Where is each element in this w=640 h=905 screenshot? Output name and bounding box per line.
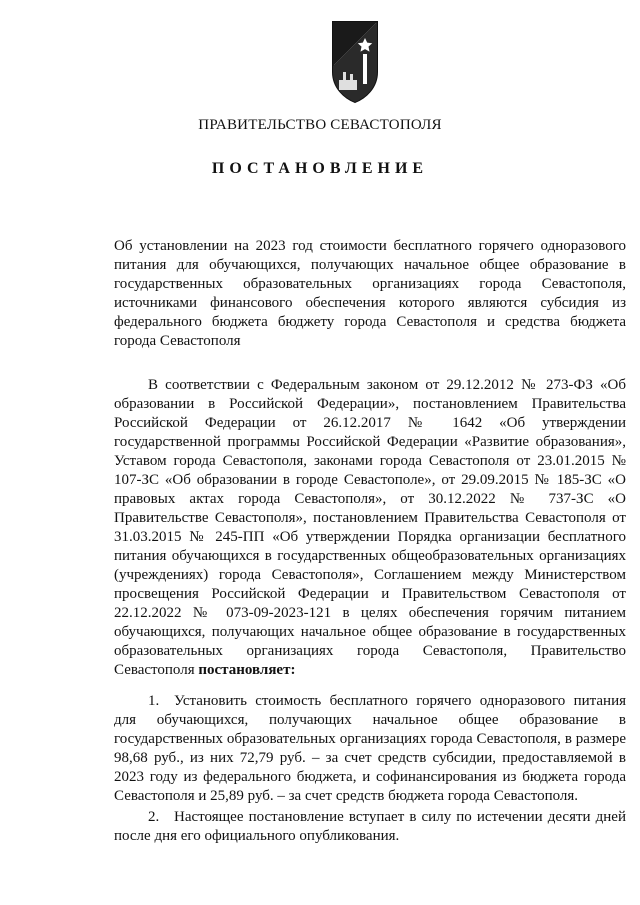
list-item [114, 808, 626, 846]
preamble-text: В соответствии с Федеральным законом от 29.12.2012 № 273-ФЗ «Об образовании в Российской Федерации», постановлением Правительства Российской Федерации от 26.12.2017 № 1642 «Об утверждении государственной программы Российской Федерации «Развитие образования», Уставом города Севастополя, законами города Севастополя от 23.01.2015 № 107-ЗС «Об образовании в городе Севастополе», от 29.09.2015 № 185-ЗС «О правовых актах города Севастополя», от 30.12.2022 № 737-ЗС «О Правительстве Севастополя», постановлением Правительства Севастополя от 31.03.2015 № 245-ПП «Об утверждении Порядка организации бесплатного питания обучающихся в государственных общеобразовательных организациях (учреждениях) города Севастополя», Соглашением между Министерством просвещения Российской Федерации и Правительством Севастополя от 22.12.2022 № 073-09-2023-121 в целях обеспечения горячим питанием обучающихся, получающих начальное общее образование в государственных образовательных организациях города Севастополя, Правительство Севастополя [114, 377, 626, 678]
list-item [114, 692, 626, 806]
organization-name: ПРАВИТЕЛЬСТВО СЕВАСТОПОЛЯ [198, 117, 442, 133]
preamble-paragraph [114, 376, 626, 680]
document-type: ПОСТАНОВЛЕНИЕ [211, 160, 429, 177]
coat-of-arms-icon [329, 20, 381, 104]
item-text: Установить стоимость бесплатного горячего одноразового питания для обучающихся, получающих начальное общее образование в государственных образовательных организациях города Севастополя, в размере 98,68 руб., из них 72,79 руб. – за счет средств субсидии, предоставляемой в 2023 году из федерального бюджета, и софинансирования из бюджета города Севастополя и 25,89 руб. – за счет средств бюджета города Севастополя. [114, 693, 626, 804]
document-title: Об установлении на 2023 год стоимости бесплатного горячего одноразового питания для обучающихся, получающих начальное общее образование в государственных образовательных организациях города Севастополя, источниками финансового обеспечения которого являются субсидия из федерального бюджета бюджету города Севастополя и средства бюджета города Севастополя [114, 238, 626, 349]
item-text: Настоящее постановление вступает в силу по истечении десяти дней после дня его официального опубликования. [114, 809, 626, 844]
decree-word: постановляет: [198, 662, 296, 678]
item-number: 1. [148, 693, 160, 709]
item-number: 2. [148, 809, 160, 825]
